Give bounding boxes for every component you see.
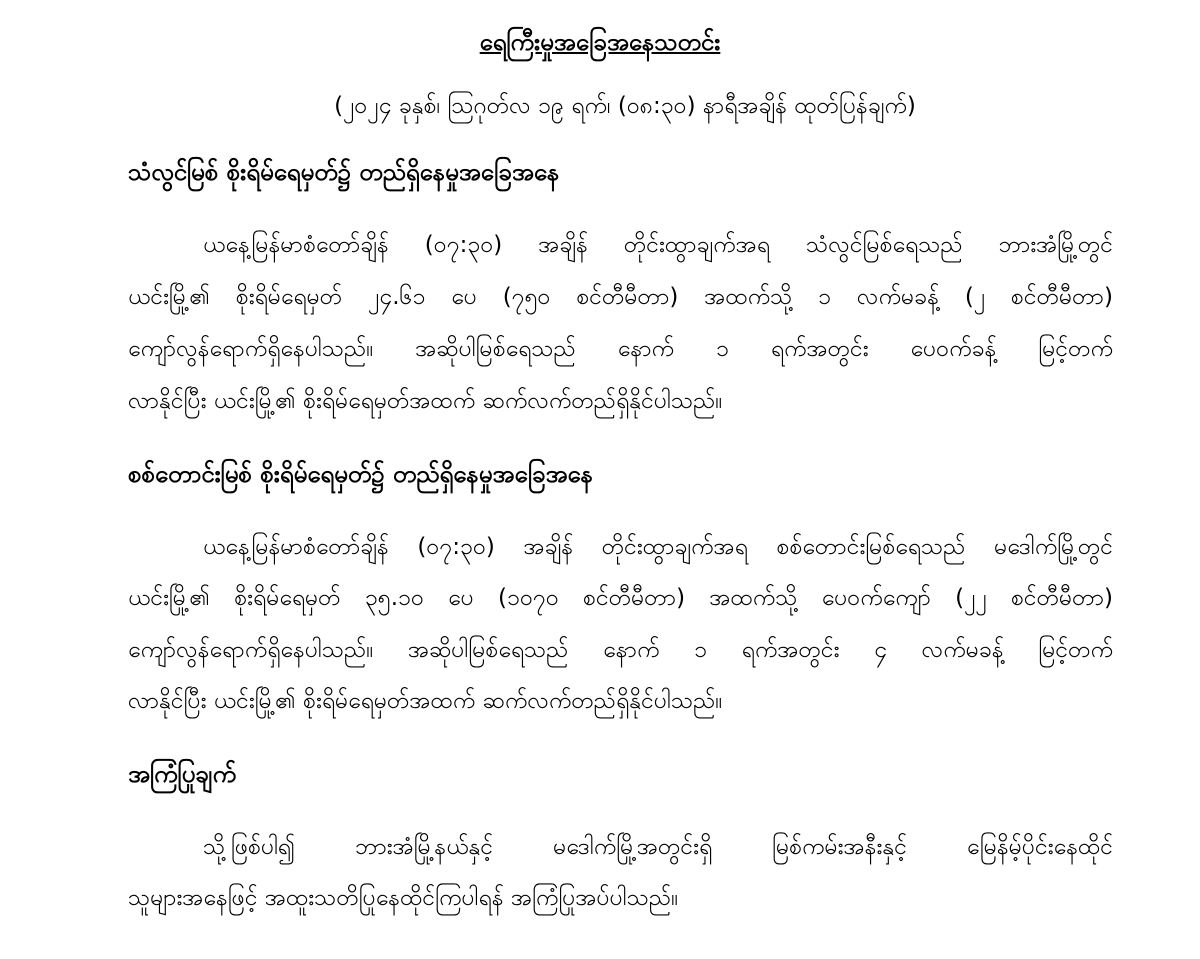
- paragraph-line: ယနေ့မြန်မာစံတော်ချိန် (၀၇:၃၀) အချိန် တိုင်းထွာချက်အရ စစ်တောင်းမြစ်ရေသည် မဒေါက်မြို့တွင်: [203, 534, 1113, 560]
- paragraph-line: ယနေ့မြန်မာစံတော်ချိန် (၀၇:၃၀) အချိန် တိုင်းထွာချက်အရ သံလွင်မြစ်ရေသည် ဘားအံမြို့တွင်: [203, 232, 1113, 258]
- paragraph-line: လာနိုင်ပြီး ယင်းမြို့၏ စိုးရိမ်ရေမှတ်အထက် ဆက်လက်တည်ရှိနိုင်ပါသည်။: [128, 688, 723, 714]
- paragraph-line: ကျော်လွန်ရောက်ရှိနေပါသည်။ အဆိုပါမြစ်ရေသည် နောက် ၁ ရက်အတွင်း ၄ လက်မခန့် မြင့်တက်: [128, 637, 1113, 663]
- section-heading-salween: သံလွင်မြစ် စိုးရိမ်ရေမှတ်၌ တည်ရှိနေမှုအခြေအနေ: [128, 158, 560, 186]
- paragraph-line: ကျော်လွန်ရောက်ရှိနေပါသည်။ အဆိုပါမြစ်ရေသည် နောက် ၁ ရက်အတွင်း ပေ၀က်ခန့် မြင့်တက်: [128, 336, 1113, 362]
- document-subtitle: (၂၀၂၄ ခုနှစ်၊ ဩဂုတ်လ ၁၉ ရက်၊ (၀၈:၃၀) နာရီအချိန် ထုတ်ပြန်ချက်): [334, 93, 916, 119]
- paragraph-line: ယင်းမြို့၏ စိုးရိမ်ရေမှတ် ၂၄.၆၁ ပေ (၇၅၀ စင်တီမီတာ) အထက်သို့ ၁ လက်မခန့် (၂ စင်တီမီတာ): [128, 284, 1113, 310]
- paragraph-line: သူများအနေဖြင့် အထူးသတိပြုနေထိုင်ကြပါရန် အကြံပြုအပ်ပါသည်။: [128, 885, 679, 911]
- paragraph-line: ယင်းမြို့၏ စိုးရိမ်ရေမှတ် ၃၅.၁၀ ပေ (၁၀၇၀ စင်တီမီတာ) အထက်သို့ ပေ၀က်ကျော် (၂၂ စင်တီမီတာ): [128, 585, 1113, 611]
- section-heading-sittaung: စစ်တောင်းမြစ် စိုးရိမ်ရေမှတ်၌ တည်ရှိနေမှုအခြေအနေ: [128, 460, 593, 488]
- paragraph-line: လာနိုင်ပြီး ယင်းမြို့၏ စိုးရိမ်ရေမှတ်အထက် ဆက်လက်တည်ရှိနိုင်ပါသည်။: [128, 388, 723, 414]
- section-heading-advice: အကြံပြုချက်: [128, 760, 237, 788]
- paragraph-line: သို့ဖြစ်ပါ၍ ဘားအံမြို့နယ်နှင့် မဒေါက်မြို့အတွင်းရှိ မြစ်ကမ်းအနီးနှင့် မြေနိမ့်ပိုင်းနေထိုင်: [203, 834, 1113, 860]
- document-title: ရေကြီးမှုအခြေအနေသတင်း: [479, 28, 721, 56]
